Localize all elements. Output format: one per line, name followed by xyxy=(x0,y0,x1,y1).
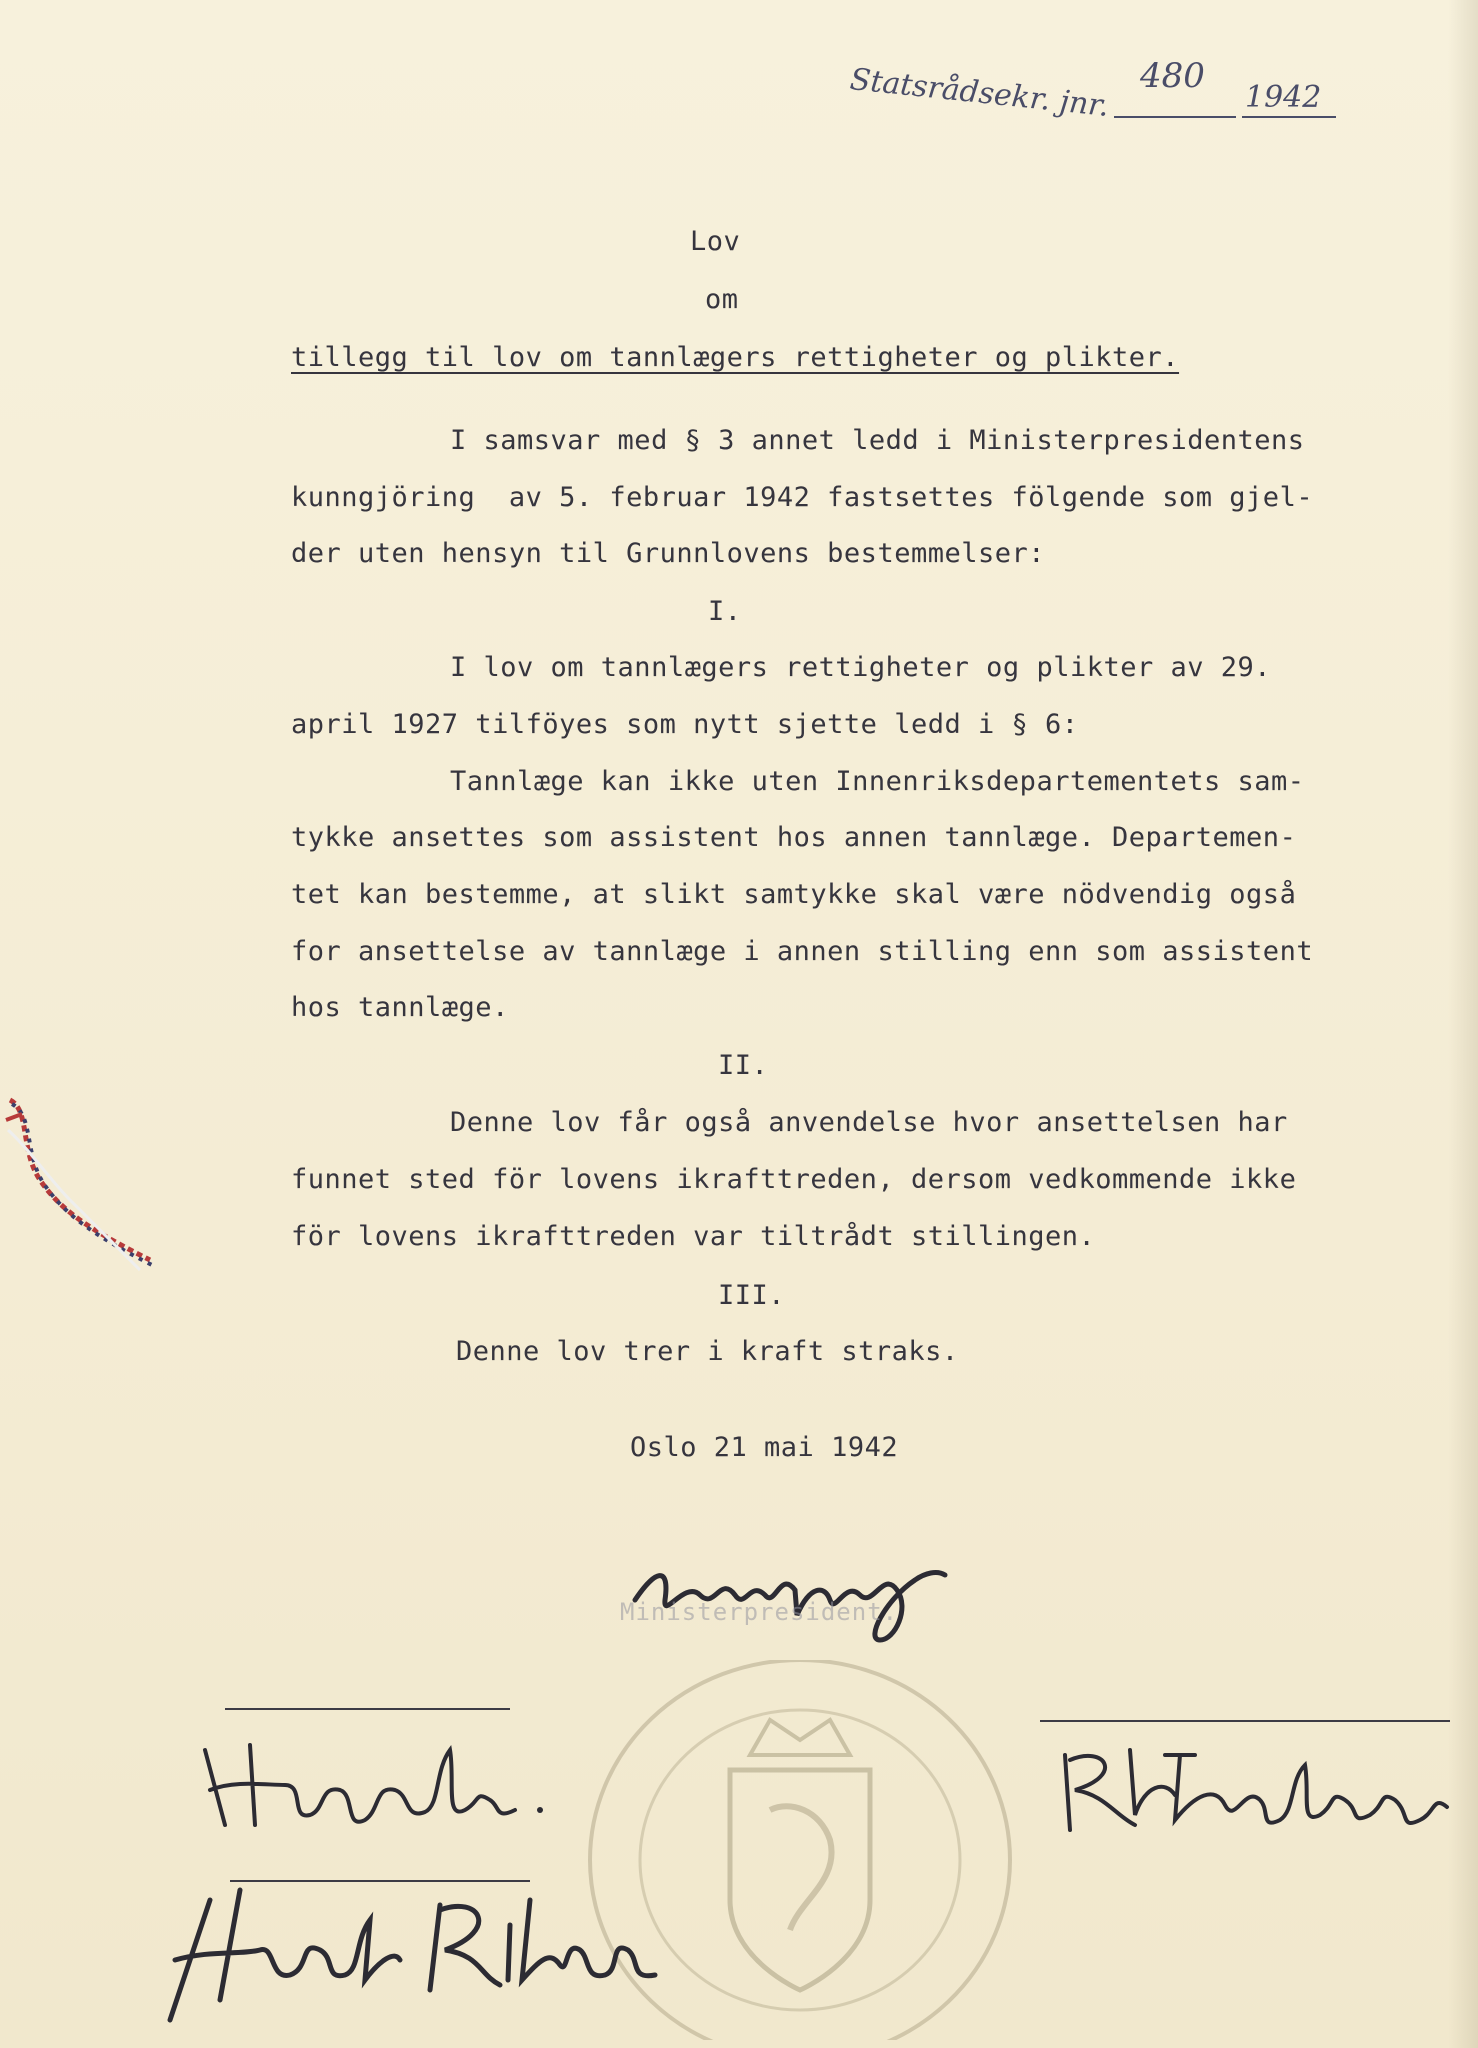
signature-line-left-top xyxy=(225,1708,510,1710)
section-I-line-2: april 1927 tilföyes som nytt sjette ledd i § 6: xyxy=(291,709,1079,740)
journal-label: Statsrådsekr. jnr. xyxy=(848,62,1111,124)
place-date: Oslo 21 mai 1942 xyxy=(630,1432,899,1463)
section-I-line-5: tet kan bestemme, at slikt samtykke skal være nödvendig også xyxy=(291,879,1297,910)
preamble-line-2: kunngjöring av 5. februar 1942 fastsettes fölgende som gjel- xyxy=(291,482,1314,513)
section-III-line-1: Denne lov trer i kraft straks. xyxy=(456,1336,959,1367)
section-I-line-4: tykke ansettes som assistent hos annen tannlæge. Departemen- xyxy=(291,822,1297,853)
section-III-heading: III. xyxy=(718,1280,786,1311)
riisnaes-signature-icon xyxy=(150,1880,710,2030)
journal-number: 480 xyxy=(1140,56,1205,96)
journal-year-underline xyxy=(1242,116,1336,118)
signature-line-right-top xyxy=(1040,1720,1450,1722)
journal-year: 1942 xyxy=(1245,80,1322,115)
quisling-signature-icon xyxy=(625,1540,965,1650)
section-I-line-7: hos tannlæge. xyxy=(291,992,509,1023)
section-I-line-1: I lov om tannlægers rettigheter og plikter av 29. xyxy=(450,652,1272,683)
section-II-line-3: för lovens ikrafttreden var tiltrådt stillingen. xyxy=(291,1221,1096,1252)
minister-president-title: Ministerpresident. xyxy=(620,1598,899,1626)
journal-reference xyxy=(848,52,1372,132)
section-I-line-6: for ansettelse av tannlæge i annen stilling enn som assistent xyxy=(291,936,1314,967)
title-om: om xyxy=(705,284,739,315)
section-II-line-2: funnet sted för lovens ikrafttreden, dersom vedkommende ikke xyxy=(291,1164,1297,1195)
binding-string xyxy=(0,1090,180,1290)
journal-number-underline xyxy=(1114,116,1236,118)
section-II-line-1: Denne lov får også anvendelse hvor ansettelsen har xyxy=(450,1107,1288,1138)
section-I-line-3: Tannlæge kan ikke uten Innenriksdepartementets sam- xyxy=(450,766,1305,797)
preamble-line-1: I samsvar med § 3 annet ledd i Ministerpresidentens xyxy=(450,425,1305,456)
fuglesang-signature-icon xyxy=(1055,1735,1465,1845)
title-lov: Lov xyxy=(690,226,741,257)
hagelin-signature-icon xyxy=(195,1730,565,1850)
preamble-line-3: der uten hensyn til Grunnlovens bestemmelser: xyxy=(291,538,1045,569)
section-II-heading: II. xyxy=(718,1050,769,1081)
section-I-heading: I. xyxy=(708,596,742,627)
title-subject: tillegg til lov om tannlægers rettigheter og plikter. xyxy=(291,342,1180,373)
